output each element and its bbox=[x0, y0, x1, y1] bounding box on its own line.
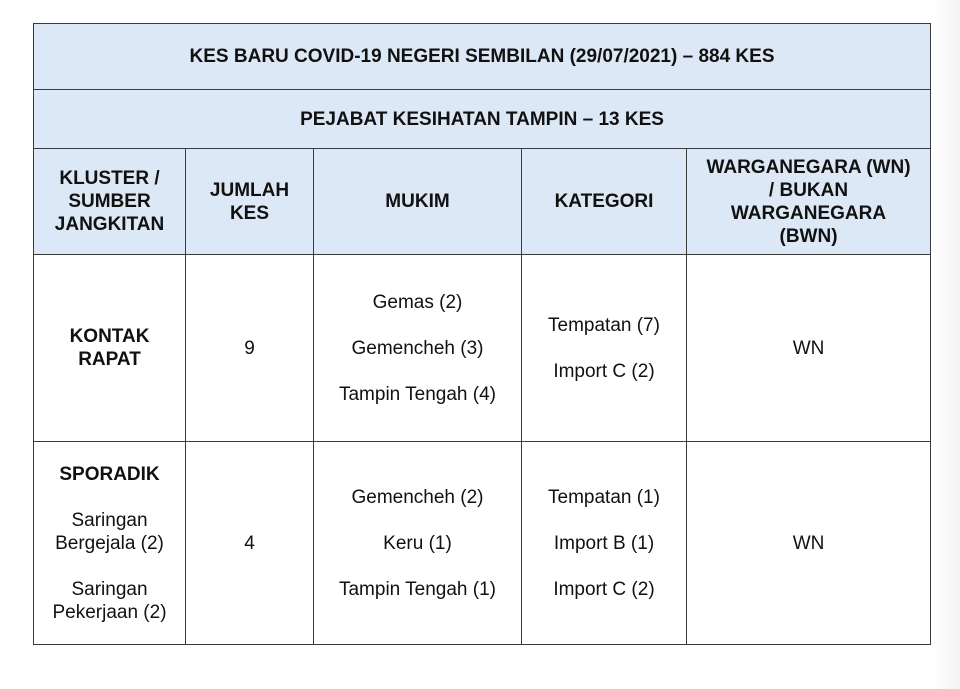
header-warganegara bbox=[687, 149, 931, 255]
cluster-subitem bbox=[34, 578, 185, 624]
table-header-row bbox=[34, 149, 931, 255]
cell-jumlah: 4 bbox=[186, 442, 314, 645]
cell-kategori bbox=[522, 255, 687, 442]
cell-warganegara: WN bbox=[687, 442, 931, 645]
cell-cluster bbox=[34, 255, 186, 442]
table-row bbox=[34, 442, 931, 645]
header-kategori: KATEGORI bbox=[522, 149, 687, 255]
cell-warganegara: WN bbox=[687, 255, 931, 442]
header-warganegara-line: / BUKAN bbox=[768, 179, 849, 201]
kategori-item: Import C (2) bbox=[553, 578, 655, 600]
header-kluster-line: KLUSTER / bbox=[59, 168, 160, 189]
mukim-item: Keru (1) bbox=[383, 532, 452, 554]
cell-cluster bbox=[34, 442, 186, 645]
cell-mukim bbox=[314, 255, 522, 442]
kategori-item: Import B (1) bbox=[553, 532, 655, 554]
mukim-item: Gemencheh (2) bbox=[351, 486, 484, 508]
mukim-item: Tampin Tengah (4) bbox=[338, 383, 497, 405]
cell-jumlah: 9 bbox=[186, 255, 314, 442]
kategori-item: Import C (2) bbox=[553, 360, 655, 382]
table-row bbox=[34, 255, 931, 442]
header-mukim: MUKIM bbox=[314, 149, 522, 255]
kategori-item: Tempatan (1) bbox=[548, 486, 660, 508]
header-jumlah-line: JUMLAH bbox=[209, 179, 290, 201]
cluster-subitem bbox=[34, 509, 185, 555]
cluster-title: SPORADIK bbox=[59, 463, 160, 485]
table-title: KES BARU COVID-19 NEGERI SEMBILAN (29/07/2021) – 884 KES bbox=[34, 24, 931, 90]
kategori-item: Tempatan (7) bbox=[548, 314, 660, 336]
cluster-subitem-line: Bergejala (2) bbox=[55, 532, 164, 554]
cluster-line: RAPAT bbox=[78, 349, 141, 370]
cluster-line: KONTAK bbox=[69, 326, 150, 347]
table-title-row bbox=[34, 24, 931, 90]
cluster-subitem-line: Saringan bbox=[71, 578, 148, 600]
covid-cases-table bbox=[33, 23, 931, 645]
cluster-subitem-line: Saringan bbox=[71, 509, 148, 531]
cell-mukim bbox=[314, 442, 522, 645]
page-edge-shadow bbox=[932, 0, 960, 689]
header-warganegara-line: (BWN) bbox=[779, 225, 838, 247]
table-subtitle-row bbox=[34, 90, 931, 149]
header-kluster bbox=[34, 149, 186, 255]
header-kluster-line: SUMBER bbox=[68, 191, 151, 212]
table-subtitle: PEJABAT KESIHATAN TAMPIN – 13 KES bbox=[34, 90, 931, 149]
cell-kategori bbox=[522, 442, 687, 645]
cluster-subitem-line: Pekerjaan (2) bbox=[52, 601, 167, 623]
mukim-item: Tampin Tengah (1) bbox=[338, 578, 497, 600]
header-warganegara-line: WARGANEGARA bbox=[730, 202, 887, 224]
header-kluster-line: JANGKITAN bbox=[54, 214, 165, 235]
header-jumlah-line: KES bbox=[229, 202, 270, 224]
mukim-item: Gemencheh (3) bbox=[351, 337, 484, 359]
mukim-item: Gemas (2) bbox=[372, 291, 463, 313]
header-jumlah bbox=[186, 149, 314, 255]
header-warganegara-line: WARGANEGARA (WN) bbox=[706, 156, 911, 178]
